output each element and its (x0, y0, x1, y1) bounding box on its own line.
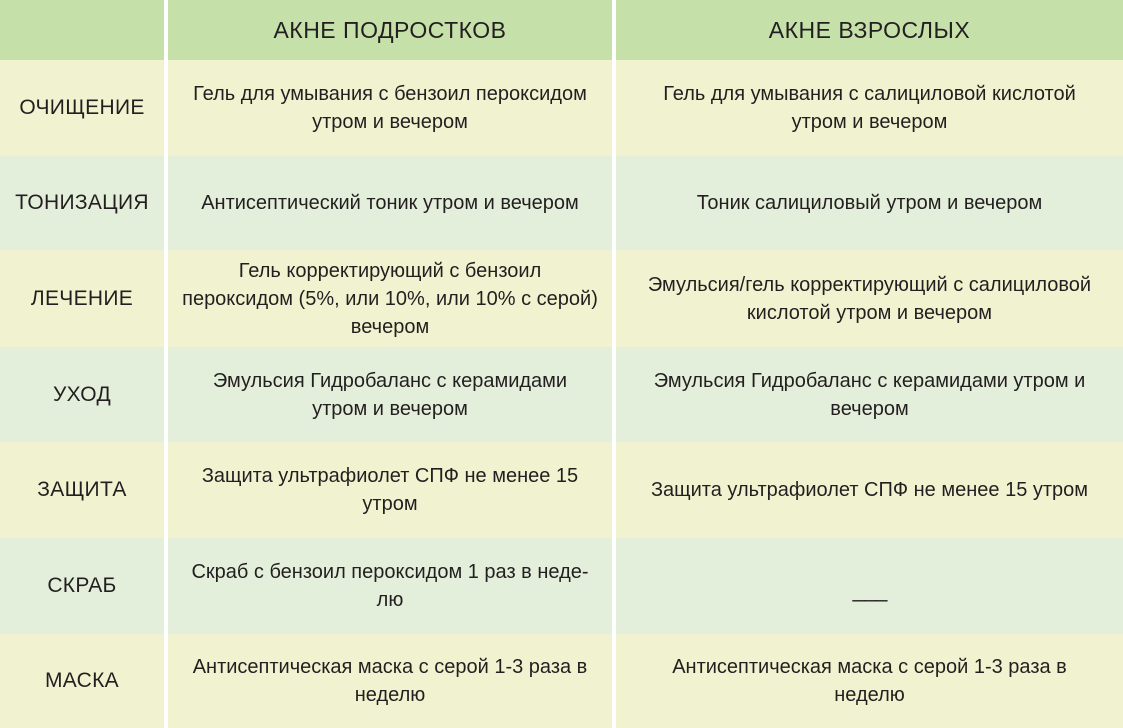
cell-text: Антисептический тоник утром и вечером (201, 192, 579, 214)
cell-adult-cleansing (612, 60, 1123, 156)
cell-adult-toning (612, 156, 1123, 250)
cell-text: Гель для умывания с салициловой кислотой утром и вечером (663, 83, 1076, 133)
row-label-protection: ЗАЩИТА (0, 442, 164, 538)
cell-teen-toning (164, 156, 612, 250)
cell-text: Защита ультрафиолет СПФ не менее 15 утром (201, 465, 579, 515)
cell-teen-treatment (164, 250, 612, 347)
cell-adult-mask (612, 634, 1123, 728)
header-adult-acne: АКНЕ ВЗРОСЛЫХ (612, 0, 1123, 60)
cell-adult-care (612, 347, 1123, 442)
header-teen-acne: АКНЕ ПОДРОСТКОВ (164, 0, 612, 60)
cell-text: Эмульсия/гель корректирующий с салициловой кислотой утром и вечером (647, 273, 1092, 324)
cell-text: Гель для умывания с бензоил пероксидом утром и вечером (193, 83, 587, 133)
cell-text: Защита ультрафиолет СПФ не менее 15 утром (650, 479, 1089, 501)
cell-text: Скраб с бензоил пероксидом 1 раз в неде- лю (191, 561, 589, 611)
cell-text: Эмульсия Гидробаланс с керамидами утром и вечером (653, 369, 1086, 420)
header-corner (0, 0, 164, 60)
cell-adult-protection (612, 442, 1123, 538)
cell-adult-treatment (612, 250, 1123, 347)
row-label-treatment: ЛЕЧЕНИЕ (0, 250, 164, 347)
row-label-care: УХОД (0, 347, 164, 442)
cell-teen-cleansing (164, 60, 612, 156)
cell-adult-scrub: ___ (612, 538, 1123, 634)
cell-text: Антисептическая маска с серой 1-3 раза в неделю (672, 656, 1067, 706)
row-label-mask: МАСКА (0, 634, 164, 728)
cell-text: Антисептическая маска с серой 1-3 раза в неделю (192, 656, 588, 706)
cell-teen-care (164, 347, 612, 442)
cell-teen-protection (164, 442, 612, 538)
row-label-cleansing: ОЧИЩЕНИЕ (0, 60, 164, 156)
cell-text: Эмульсия Гидробаланс с керамидами утром и вечером (212, 369, 568, 420)
cell-teen-mask (164, 634, 612, 728)
cell-text: Тоник салициловый утром и вечером (696, 192, 1043, 214)
row-label-scrub: СКРАБ (0, 538, 164, 634)
cell-teen-scrub (164, 538, 612, 634)
cell-text: Гель корректирующий с бензоил пероксидом (5%, или 10%, или 10% с серой) вечером (182, 259, 598, 338)
row-label-toning: ТОНИЗАЦИЯ (0, 156, 164, 250)
